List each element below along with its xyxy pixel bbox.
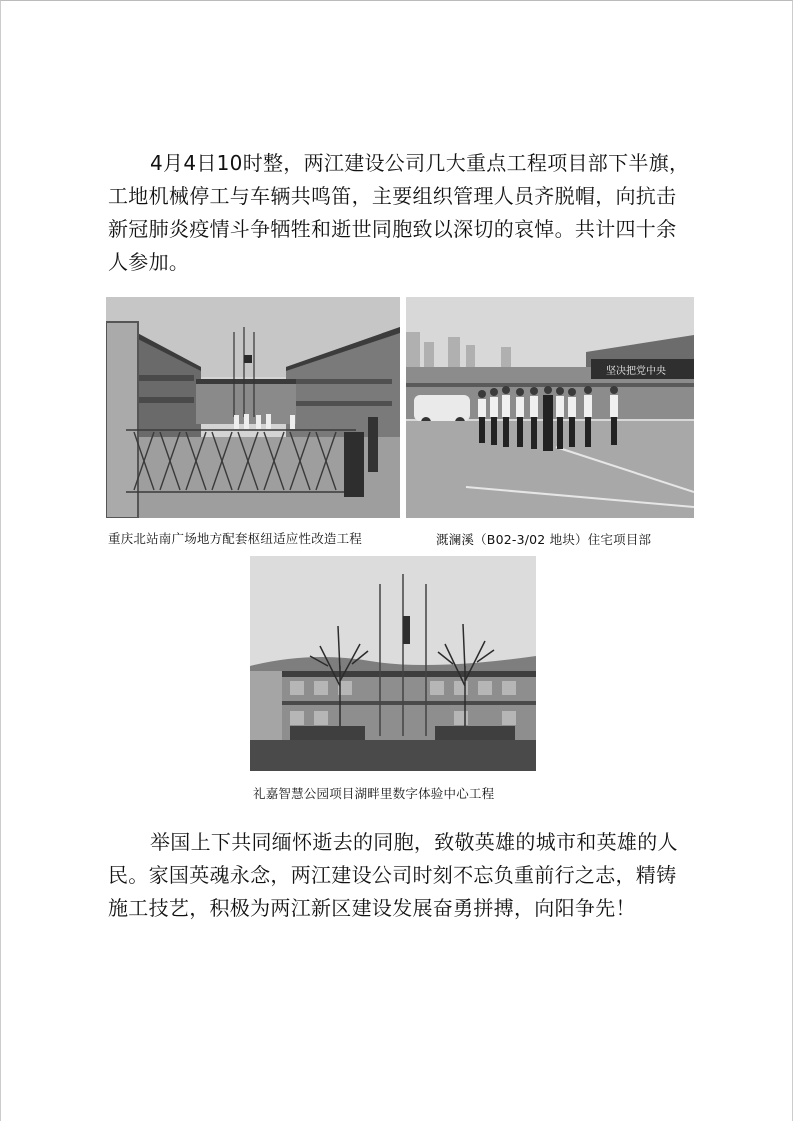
photo-chongqing-north-station bbox=[106, 297, 400, 518]
photo-caption: 溉澜溪（B02-3/02 地块）住宅项目部 bbox=[436, 532, 652, 547]
photo-caption: 礼嘉智慧公园项目湖畔里数字体验中心工程 bbox=[253, 786, 495, 801]
building-sign-text: 坚决把党中央 bbox=[606, 366, 666, 377]
photo-gailanxi-project bbox=[406, 297, 694, 518]
intro-paragraph: 4月4日10时整，两江建设公司几大重点工程项目部下半旗，工地机械停工与车辆共鸣笛，主要组织管理人员齐脱帽，向抗击新冠肺炎疫情斗争牺牲和逝世同胞致以深切的哀悼。共计四十余人参加。 bbox=[108, 151, 690, 274]
photo-caption: 重庆北站南广场地方配套枢纽适应性改造工程 bbox=[108, 531, 363, 546]
photo-lijia-smart-park bbox=[250, 556, 536, 771]
closing-paragraph: 举国上下共同缅怀逝去的同胞，致敬英雄的城市和英雄的人民。家国英魂永念，两江建设公司时刻不忘负重前行之志，精铸施工技艺，积极为两江新区建设发展奋勇拼搏，向阳争先！ bbox=[108, 830, 678, 920]
